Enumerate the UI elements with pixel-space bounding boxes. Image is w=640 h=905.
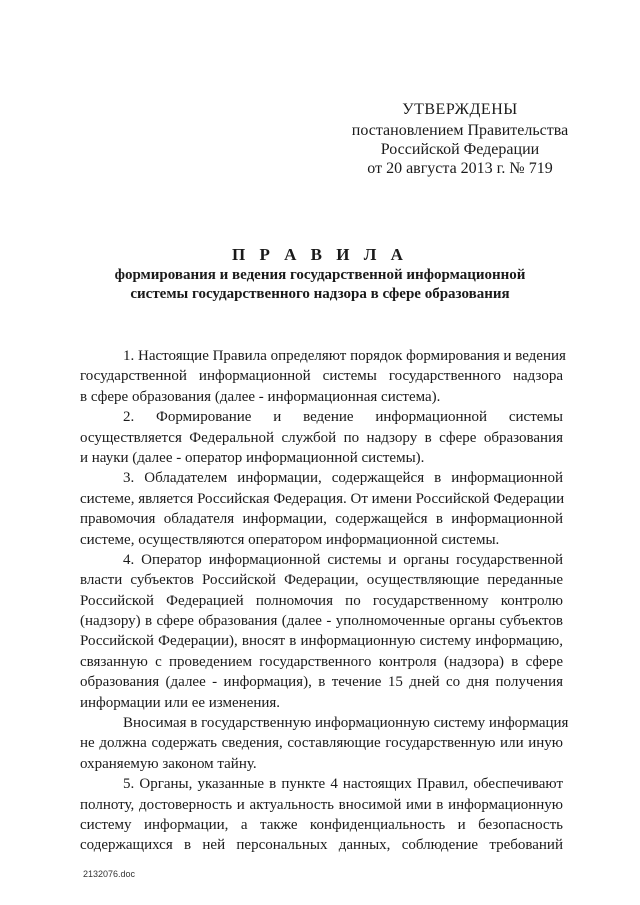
paragraph <box>80 468 563 550</box>
paragraph-line: системе, является Российская Федерация. От имени Российской Федерации <box>80 490 565 507</box>
paragraph-line: систему информации, а также конфиденциальность и безопасность <box>80 816 563 833</box>
paragraph-line: правомочия обладателя информации, содержащейся в информационной <box>80 511 563 528</box>
paragraph <box>80 346 566 407</box>
approval-title: УТВЕРЖДЕНЫ <box>402 101 518 118</box>
approval-line-1: постановлением Правительства <box>351 122 569 139</box>
paragraph-line: 2. Формирование и ведение информационной системы <box>123 409 563 426</box>
document-body <box>80 346 569 856</box>
paragraph <box>80 550 563 713</box>
paragraph <box>80 713 569 774</box>
paragraph-line: 3. Обладателем информации, содержащейся в информационной <box>123 470 563 487</box>
subtitle-line-2: системы государственного надзора в сфере образования <box>130 286 510 302</box>
paragraph-line: образования (далее - информация), в течение 15 дней со дня получения <box>80 674 563 691</box>
approval-block <box>340 100 580 178</box>
paragraph-line: власти субъектов Российской Федерации, осуществляющие переданные <box>80 572 563 589</box>
paragraph-line: и науки (далее - оператор информационной системы). <box>80 449 425 466</box>
paragraph-line: связанную с проведением государственного контроля (надзора) в сфере <box>80 653 563 670</box>
paragraph-line: осуществляется Федеральной службой по надзору в сфере образования <box>80 429 563 446</box>
paragraph <box>80 407 563 468</box>
paragraph-line: в сфере образования (далее - информационная система). <box>80 388 441 405</box>
paragraph-line: государственной информационной системы государственного надзора <box>80 368 563 385</box>
paragraph-line: Вносимая в государственную информационную систему информация <box>123 715 569 732</box>
subtitle-line-1: формирования и ведения государственной информационной <box>114 267 526 283</box>
paragraph-line: полноту, достоверность и актуальность вносимой ими в информационную <box>80 796 563 813</box>
paragraph-line: 5. Органы, указанные в пункте 4 настоящих Правил, обеспечивают <box>123 776 563 793</box>
paragraph-line: охраняемую законом тайну. <box>80 755 257 772</box>
paragraph-line: 4. Оператор информационной системы и органы государственной <box>123 551 563 568</box>
paragraph-line: содержащихся в ней персональных данных, соблюдение требований <box>80 837 563 854</box>
paragraph-line: (надзору) в сфере образования (далее - уполномоченные органы субъектов <box>80 613 563 630</box>
approval-line-3: от 20 августа 2013 г. № 719 <box>367 160 553 177</box>
approval-line-2: Российской Федерации <box>380 141 540 158</box>
paragraph-line: 1. Настоящие Правила определяют порядок формирования и ведения <box>123 348 566 364</box>
paragraph-line: Российской Федерации), вносят в информационную систему информацию, <box>80 633 563 650</box>
document-title: П Р А В И Л А <box>232 245 408 264</box>
document-subtitle <box>80 266 560 304</box>
paragraph <box>80 774 563 856</box>
paragraph-line: системе, осуществляются оператором информационной системы. <box>80 531 500 548</box>
paragraph-line: Российской Федерацией полномочия по государственному контролю <box>80 592 563 609</box>
footer-filename: 2132076.doc <box>83 869 136 879</box>
paragraph-line: не должна содержать сведения, составляющие государственную или иную <box>80 735 563 752</box>
paragraph-line: информации или ее изменения. <box>80 694 281 711</box>
